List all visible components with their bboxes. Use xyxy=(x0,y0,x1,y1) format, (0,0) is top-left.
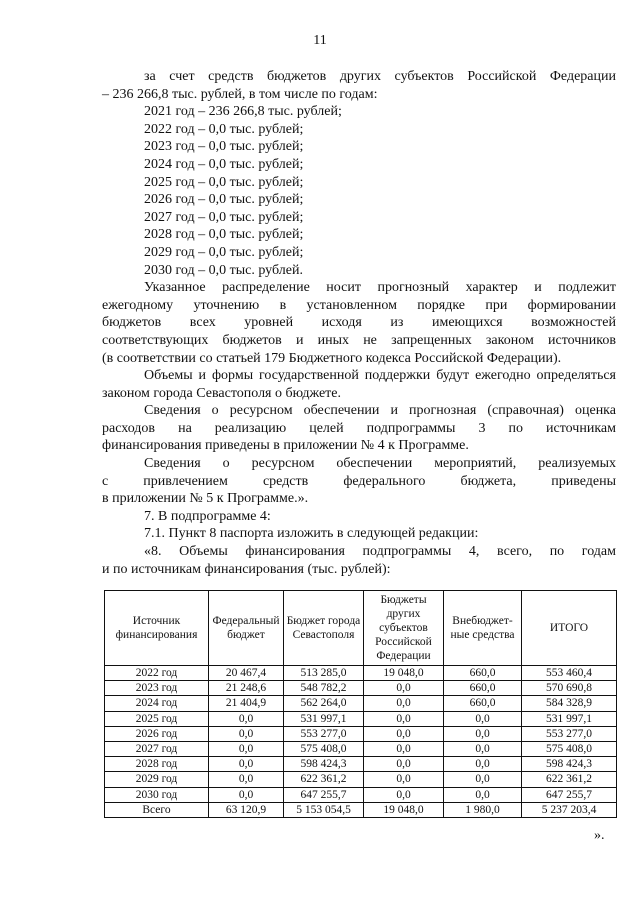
table-cell: 0,0 xyxy=(444,757,522,772)
table-cell: 5 237 203,4 xyxy=(522,802,617,817)
row-label: 2028 год xyxy=(105,757,209,772)
row-label: 2025 год xyxy=(105,711,209,726)
table-cell: 660,0 xyxy=(444,696,522,711)
row-label: 2024 год xyxy=(105,696,209,711)
row-label: 2023 год xyxy=(105,681,209,696)
table-cell: 562 264,0 xyxy=(284,696,364,711)
table-cell: 0,0 xyxy=(364,711,444,726)
table-cell: 0,0 xyxy=(444,741,522,756)
table-cell: 598 424,3 xyxy=(522,757,617,772)
paragraph-support xyxy=(102,367,616,402)
list-item: 2030 год – 0,0 тыс. рублей. xyxy=(144,262,303,278)
years-list xyxy=(102,103,616,279)
table-row xyxy=(105,772,617,787)
list-item: 2022 год – 0,0 тыс. рублей; xyxy=(144,121,304,137)
table-cell: 0,0 xyxy=(364,726,444,741)
table-cell: 660,0 xyxy=(444,681,522,696)
column-header: ИТОГО xyxy=(522,591,617,666)
text-line: за счет средств бюджетов других субъектов Российской Федерации xyxy=(144,69,616,84)
text-line: – 236 266,8 тыс. рублей, в том числе по годам: xyxy=(102,86,378,102)
table-cell: 5 153 054,5 xyxy=(284,802,364,817)
list-item: 2025 год – 0,0 тыс. рублей; xyxy=(144,174,304,190)
table-cell: 63 120,9 xyxy=(209,802,284,817)
column-header: Источник финансирования xyxy=(105,591,209,666)
table-row xyxy=(105,681,617,696)
table-cell: 19 048,0 xyxy=(364,802,444,817)
table-cell: 0,0 xyxy=(444,711,522,726)
table-cell: 0,0 xyxy=(364,787,444,802)
text-line: расходов на реализацию целей подпрограммы 3 по источникам xyxy=(102,420,616,436)
row-label: 2026 год xyxy=(105,726,209,741)
list-item: 2028 год – 0,0 тыс. рублей; xyxy=(144,227,304,243)
text-line: Объемы и формы государственной поддержки будут ежегодно определяться xyxy=(144,368,616,384)
list-item: 2023 год – 0,0 тыс. рублей; xyxy=(144,139,304,155)
table-cell: 548 782,2 xyxy=(284,681,364,696)
page-number: 11 xyxy=(313,33,327,48)
table-cell: 553 460,4 xyxy=(522,666,617,681)
text-line: и по источникам финансирования (тыс. рублей): xyxy=(102,561,391,577)
column-header: Внебюджет-ные средства xyxy=(444,591,522,666)
text-line: Сведения о ресурсном обеспечении и прогнозная (справочная) оценка xyxy=(144,403,616,419)
row-label: 2022 год xyxy=(105,666,209,681)
paragraph-appendix-5 xyxy=(102,455,616,508)
table-cell: 19 048,0 xyxy=(364,666,444,681)
text-line: «8. Объемы финансирования подпрограммы 4, всего, по годам xyxy=(144,544,616,560)
text-line: с привлечением средств федерального бюджета, приведены xyxy=(102,473,616,489)
table-row xyxy=(105,802,617,817)
row-label: 2029 год xyxy=(105,772,209,787)
table-cell: 598 424,3 xyxy=(284,757,364,772)
table-cell: 1 980,0 xyxy=(444,802,522,817)
table-cell: 0,0 xyxy=(444,772,522,787)
table-cell: 570 690,8 xyxy=(522,681,617,696)
closing-quote: ». xyxy=(594,828,605,843)
table-cell: 622 361,2 xyxy=(522,772,617,787)
text-line: ежегодному уточнению в установленном порядке при формировании xyxy=(102,297,616,313)
table-cell: 0,0 xyxy=(444,726,522,741)
table-cell: 21 404,9 xyxy=(209,696,284,711)
table-cell: 553 277,0 xyxy=(522,726,617,741)
list-item: 2029 год – 0,0 тыс. рублей; xyxy=(144,244,304,260)
table-cell: 0,0 xyxy=(209,726,284,741)
table-cell: 513 285,0 xyxy=(284,666,364,681)
table-cell: 20 467,4 xyxy=(209,666,284,681)
table-cell: 531 997,1 xyxy=(522,711,617,726)
table-row xyxy=(105,787,617,802)
text-line: (в соответствии со статьей 179 Бюджетного кодекса Российской Федерации). xyxy=(102,350,562,366)
text-line: финансирования приведены в приложении № 4 к Программе. xyxy=(102,438,469,454)
table-cell: 0,0 xyxy=(444,787,522,802)
table-cell: 647 255,7 xyxy=(522,787,617,802)
text-line: соответствующих бюджетов и иных не запрещенных законом источников xyxy=(102,332,616,348)
paragraph-appendix-4 xyxy=(102,402,616,455)
table-cell: 660,0 xyxy=(444,666,522,681)
table-cell: 0,0 xyxy=(364,696,444,711)
document-body xyxy=(102,68,616,578)
table-cell: 0,0 xyxy=(364,757,444,772)
column-header: Бюджеты других субъектов Российской Федерации xyxy=(364,591,444,666)
row-label: Всего xyxy=(105,802,209,817)
table-cell: 0,0 xyxy=(209,772,284,787)
table-cell: 0,0 xyxy=(209,787,284,802)
table-cell: 0,0 xyxy=(364,681,444,696)
table-cell: 647 255,7 xyxy=(284,787,364,802)
table-cell: 0,0 xyxy=(209,757,284,772)
table-row xyxy=(105,666,617,681)
row-label: 2027 год xyxy=(105,741,209,756)
paragraph-item-8 xyxy=(102,543,616,578)
list-item: 2026 год – 0,0 тыс. рублей; xyxy=(144,192,304,208)
list-item: 2024 год – 0,0 тыс. рублей; xyxy=(144,156,304,172)
list-item: 2027 год – 0,0 тыс. рублей; xyxy=(144,209,304,225)
text-line: в приложении № 5 к Программе.». xyxy=(102,491,309,507)
column-header: Бюджет города Севастополя xyxy=(284,591,364,666)
table-row xyxy=(105,726,617,741)
row-label: 2030 год xyxy=(105,787,209,802)
table-cell: 553 277,0 xyxy=(284,726,364,741)
table-row xyxy=(105,757,617,772)
financing-table xyxy=(104,590,617,818)
table-row xyxy=(105,711,617,726)
table-cell: 531 997,1 xyxy=(284,711,364,726)
text-line: законом города Севастополя о бюджете. xyxy=(102,385,342,401)
table-cell: 575 408,0 xyxy=(522,741,617,756)
table-row xyxy=(105,696,617,711)
paragraph-forecast xyxy=(102,279,616,367)
text-line: Указанное распределение носит прогнозный характер и подлежит xyxy=(144,280,616,296)
table-cell: 622 361,2 xyxy=(284,772,364,787)
text-line: Сведения о ресурсном обеспечении мероприятий, реализуемых xyxy=(144,456,616,472)
item-7: 7. В подпрограмме 4: xyxy=(144,508,271,524)
table-cell: 584 328,9 xyxy=(522,696,617,711)
text-line: бюджетов всех уровней исходя из имеющихся возможностей xyxy=(102,315,616,331)
table-cell: 0,0 xyxy=(364,772,444,787)
list-item: 2021 год – 236 266,8 тыс. рублей; xyxy=(144,104,342,120)
table-cell: 0,0 xyxy=(364,741,444,756)
table-cell: 21 248,6 xyxy=(209,681,284,696)
table-cell: 0,0 xyxy=(209,711,284,726)
table-cell: 0,0 xyxy=(209,741,284,756)
item-7-1: 7.1. Пункт 8 паспорта изложить в следующей редакции: xyxy=(144,526,479,542)
table-row xyxy=(105,741,617,756)
table-cell: 575 408,0 xyxy=(284,741,364,756)
table-header-row xyxy=(105,591,617,666)
column-header: Федеральный бюджет xyxy=(209,591,284,666)
